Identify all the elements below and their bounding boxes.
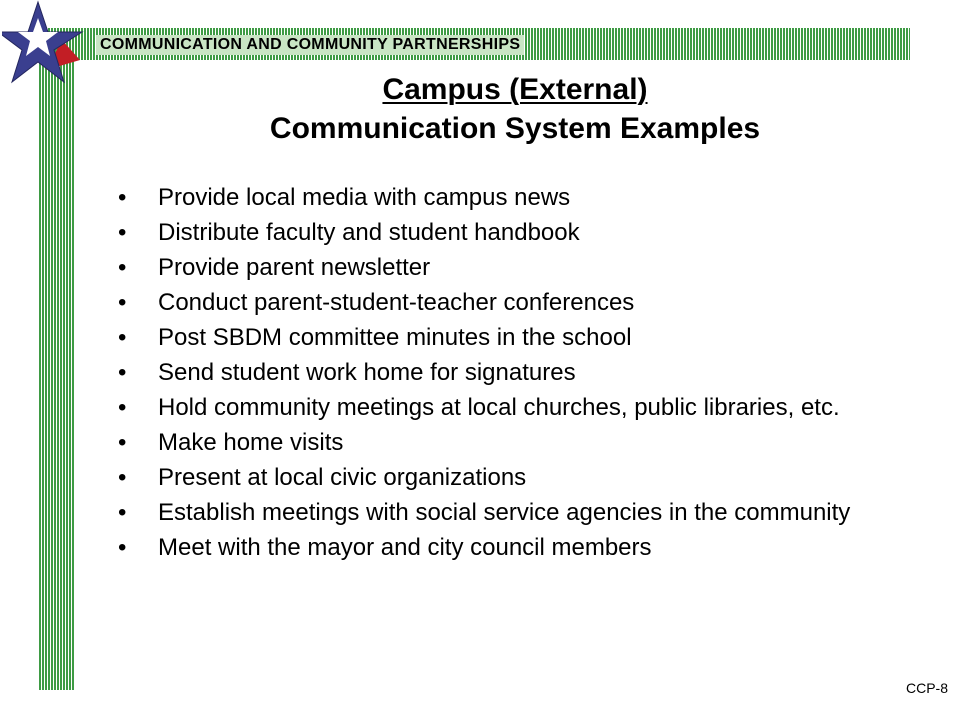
bullet-text: Provide local media with campus news [158,184,571,211]
bullet-text: Meet with the mayor and city council members [158,534,652,561]
bullet-text: Make home visits [158,429,344,456]
title-line-1: Campus (External) [382,73,648,106]
bullet-text: Establish meetings with social service agencies in the community [158,499,851,526]
bullet-item [118,460,908,495]
section-header-label: COMMUNICATION AND COMMUNITY PARTNERSHIPS [96,35,524,55]
texas-star-icon [2,0,84,86]
bullet-text: Send student work home for signatures [158,359,576,386]
bullet-item [118,320,908,355]
bullet-text: Distribute faculty and student handbook [158,219,580,246]
bullet-marker: • [118,464,127,491]
bullet-item [118,250,908,285]
bullet-item [118,215,908,250]
bullet-list [118,180,908,565]
bullet-marker: • [118,429,127,456]
bullet-text: Post SBDM committee minutes in the school [158,324,632,351]
title-line-2: Communication System Examples [269,112,761,145]
bullet-marker: • [118,254,127,281]
bullet-item [118,355,908,390]
bullet-item [118,425,908,460]
slide-code: CCP-8 [905,680,948,696]
bullet-marker: • [118,184,127,211]
bullet-text: Conduct parent-student-teacher conferences [158,289,635,316]
bullet-item [118,530,908,565]
bullet-item [118,495,908,530]
bullet-marker: • [118,394,127,421]
bullet-item [118,180,908,215]
bullet-item [118,285,908,320]
bullet-text: Provide parent newsletter [158,254,431,281]
bullet-marker: • [118,324,127,351]
slide-title [100,70,930,148]
bullet-marker: • [118,219,127,246]
vertical-stripe-border [38,28,74,690]
bullet-marker: • [118,289,127,316]
bullet-marker: • [118,534,127,561]
bullet-item [118,390,908,425]
bullet-text: Hold community meetings at local churches, public libraries, etc. [158,394,840,421]
bullet-text: Present at local civic organizations [158,464,527,491]
bullet-marker: • [118,499,127,526]
bullet-marker: • [118,359,127,386]
